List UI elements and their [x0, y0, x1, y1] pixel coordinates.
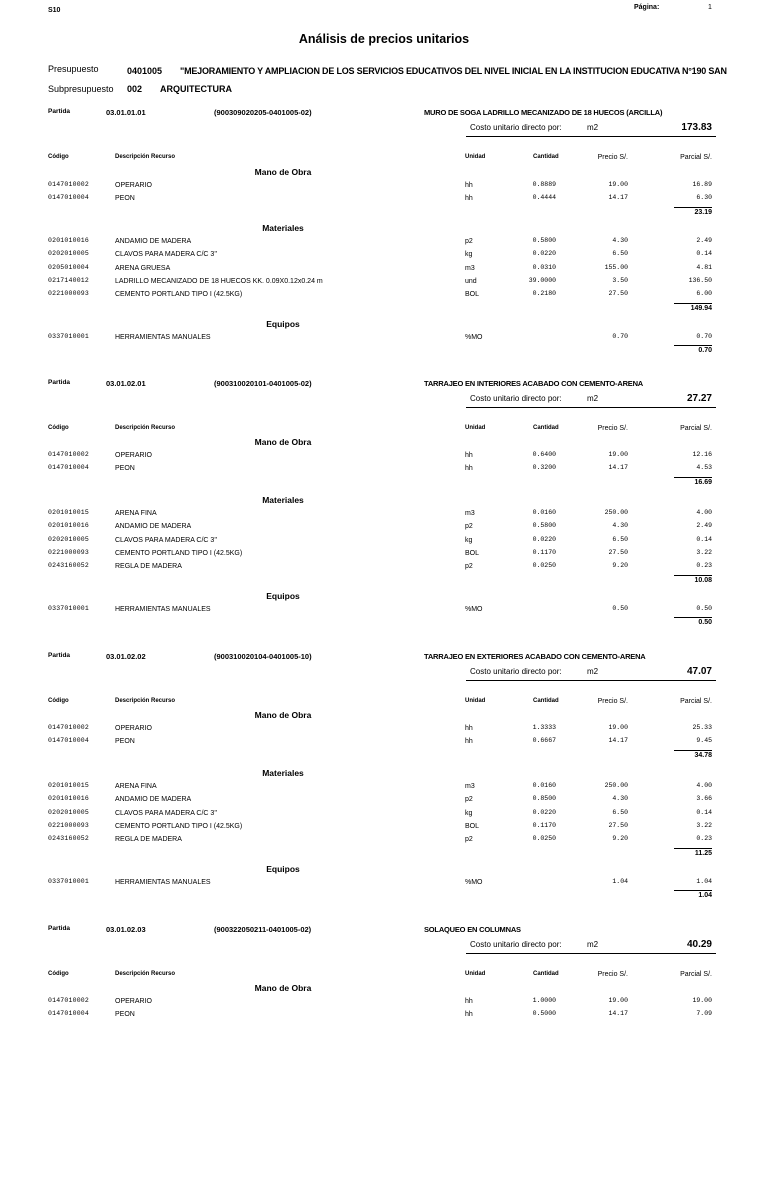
- resource-price: 0.50: [612, 605, 628, 612]
- costo-label: Costo unitario directo por:: [470, 123, 562, 132]
- resource-quantity: 0.0220: [532, 535, 556, 543]
- resource-quantity: 0.5800: [532, 237, 556, 244]
- resource-unit: hh: [465, 998, 473, 1005]
- resource-code: 0147010002: [48, 724, 90, 731]
- resource-unit: %MO: [465, 879, 483, 886]
- resource-quantity: 0.0250: [532, 562, 556, 570]
- resource-quantity: 0.1170: [532, 548, 556, 556]
- col-header-precio: Precio S/.: [597, 154, 628, 161]
- resource-unit: hh: [465, 465, 473, 473]
- col-header-parcial: Parcial S/.: [680, 971, 712, 978]
- resource-description: HERRAMIENTAS MANUALES: [115, 334, 211, 341]
- partida-ref: (900322050211-0401005-02): [214, 925, 312, 934]
- resource-partial: 6.30: [696, 194, 712, 202]
- resource-quantity: 0.0310: [532, 263, 556, 271]
- resource-unit: hh: [465, 725, 473, 732]
- resource-code: 0221000093: [48, 821, 90, 829]
- resource-partial: 2.49: [696, 237, 712, 244]
- costo-label: Costo unitario directo por:: [470, 394, 562, 403]
- col-header-unidad: Unidad: [465, 425, 486, 431]
- resource-partial: 0.14: [696, 250, 712, 258]
- resource-partial: 9.45: [696, 737, 712, 745]
- resource-unit: kg: [465, 251, 473, 259]
- resource-description: PEON: [115, 465, 135, 473]
- col-header-descripcion: Descripción Recurso: [115, 971, 176, 977]
- partida-section: [0, 926, 768, 1186]
- resource-partial: 3.22: [696, 548, 712, 556]
- resource-price: 250.00: [604, 782, 628, 789]
- resource-description: CLAVOS PARA MADERA C/C 3'': [115, 809, 217, 817]
- col-header-cantidad: Cantidad: [533, 154, 559, 160]
- costo-unit: m2: [587, 940, 599, 949]
- resource-price: 4.30: [612, 795, 628, 803]
- partida-ref: (900310020104-0401005-10): [214, 652, 312, 661]
- page-label: Página:: [634, 4, 660, 11]
- subtotal-rule: [674, 345, 712, 346]
- costo-label: Costo unitario directo por:: [470, 940, 562, 949]
- resource-partial: 136.50: [688, 276, 712, 284]
- resource-code: 0202010005: [48, 808, 90, 816]
- resource-partial: 0.23: [696, 835, 712, 843]
- resource-code: 0217140012: [48, 276, 90, 284]
- resource-quantity: 1.0000: [532, 997, 556, 1004]
- resource-unit: %MO: [465, 606, 483, 613]
- subpresupuesto-name: ARQUITECTURA: [160, 84, 232, 94]
- resource-unit: hh: [465, 738, 473, 746]
- resource-unit: hh: [465, 452, 473, 459]
- resource-description: ANDAMIO DE MADERA: [115, 796, 192, 804]
- resource-description: CEMENTO PORTLAND TIPO I (42.5KG): [115, 822, 243, 830]
- group-subtotal: 16.69: [694, 478, 712, 486]
- costo-underline: [466, 136, 716, 137]
- resource-description: REGLA DE MADERA: [115, 563, 182, 571]
- group-title: Mano de Obra: [254, 710, 312, 720]
- resource-partial: 4.00: [696, 782, 712, 789]
- partida-label: Partida: [48, 379, 71, 386]
- resource-code: 0147010002: [48, 997, 90, 1004]
- resource-partial: 3.66: [696, 795, 712, 803]
- resource-partial: 0.70: [696, 333, 712, 340]
- resource-unit: hh: [465, 195, 473, 203]
- group-subtotal: 23.19: [694, 208, 712, 216]
- resource-quantity: 0.5800: [532, 522, 556, 530]
- resource-price: 19.00: [608, 181, 628, 188]
- resource-code: 0147010004: [48, 1010, 90, 1018]
- col-header-cantidad: Cantidad: [533, 425, 559, 431]
- col-header-unidad: Unidad: [465, 154, 486, 160]
- col-header-codigo: Código: [48, 698, 69, 704]
- resource-quantity: 0.0220: [532, 808, 556, 816]
- subtotal-rule: [674, 750, 712, 751]
- resource-unit: kg: [465, 536, 473, 544]
- partida-code: 03.01.02.01: [106, 379, 146, 388]
- resource-quantity: 0.4444: [532, 194, 556, 202]
- resource-partial: 16.89: [692, 181, 712, 188]
- resource-price: 6.50: [612, 535, 628, 543]
- costo-unit: m2: [587, 667, 599, 676]
- costo-underline: [466, 407, 716, 408]
- partida-description: MURO DE SOGA LADRILLO MECANIZADO DE 18 HUECOS (ARCILLA): [424, 108, 663, 117]
- resource-code: 0221000093: [48, 290, 90, 298]
- group-title: Mano de Obra: [254, 167, 312, 177]
- resource-unit: BOL: [465, 291, 480, 299]
- partida-label: Partida: [48, 652, 71, 659]
- costo-unit: m2: [587, 123, 599, 132]
- presupuesto-label: Presupuesto: [48, 64, 99, 74]
- resource-code: 0147010002: [48, 451, 90, 458]
- costo-value: 40.29: [686, 939, 712, 950]
- col-header-cantidad: Cantidad: [533, 971, 559, 977]
- resource-code: 0337010001: [48, 333, 90, 340]
- resource-price: 9.20: [612, 562, 628, 570]
- resource-price: 14.17: [608, 1010, 628, 1018]
- resource-unit: p2: [465, 238, 473, 245]
- resource-quantity: 0.3200: [532, 464, 556, 472]
- subtotal-rule: [674, 207, 712, 208]
- resource-price: 27.50: [608, 548, 628, 556]
- partida-label: Partida: [48, 108, 71, 115]
- resource-description: CEMENTO PORTLAND TIPO I (42.5KG): [115, 291, 243, 299]
- resource-code: 0147010004: [48, 194, 90, 202]
- partida-description: TARRAJEO EN EXTERIORES ACABADO CON CEMENTO-ARENA: [424, 652, 646, 661]
- resource-description: HERRAMIENTAS MANUALES: [115, 879, 211, 886]
- resource-quantity: 0.2180: [532, 290, 556, 298]
- partida-label: Partida: [48, 925, 71, 932]
- resource-unit: p2: [465, 836, 473, 844]
- resource-code: 0337010001: [48, 878, 90, 885]
- col-header-descripcion: Descripción Recurso: [115, 425, 176, 431]
- resource-price: 14.17: [608, 737, 628, 745]
- partida-code: 03.01.02.03: [106, 925, 146, 934]
- partida-section: [0, 653, 768, 913]
- partida-section: [0, 109, 768, 369]
- resource-code: 0201010015: [48, 509, 90, 516]
- presupuesto-code: 0401005: [127, 66, 163, 76]
- group-title: Materiales: [262, 768, 304, 778]
- col-header-descripcion: Descripción Recurso: [115, 154, 176, 160]
- resource-unit: m3: [465, 510, 475, 517]
- resource-description: ANDAMIO DE MADERA: [115, 238, 192, 245]
- resource-unit: p2: [465, 796, 473, 804]
- partida-ref: (900309020205-0401005-02): [214, 108, 312, 117]
- partida-code: 03.01.02.02: [106, 652, 146, 661]
- resource-partial: 1.04: [696, 878, 712, 885]
- resource-description: ARENA FINA: [115, 510, 157, 517]
- page-number: 1: [708, 4, 712, 11]
- group-subtotal: 10.08: [694, 576, 712, 584]
- resource-price: 19.00: [608, 997, 628, 1004]
- subpresupuesto-label: Subpresupuesto: [48, 84, 114, 94]
- resource-partial: 0.14: [696, 535, 712, 543]
- col-header-unidad: Unidad: [465, 698, 486, 704]
- resource-quantity: 1.3333: [532, 724, 556, 731]
- costo-underline: [466, 953, 716, 954]
- resource-quantity: 0.1170: [532, 821, 556, 829]
- col-header-parcial: Parcial S/.: [680, 425, 712, 432]
- col-header-codigo: Código: [48, 425, 69, 431]
- resource-price: 19.00: [608, 451, 628, 458]
- partida-section: [0, 380, 768, 640]
- subtotal-rule: [674, 848, 712, 849]
- resource-description: ARENA GRUESA: [115, 264, 171, 272]
- resource-quantity: 0.0160: [532, 509, 556, 516]
- report-code: S10: [48, 7, 61, 14]
- col-header-codigo: Código: [48, 971, 69, 977]
- group-title: Equipos: [266, 319, 300, 329]
- resource-code: 0337010001: [48, 605, 90, 612]
- resource-unit: p2: [465, 563, 473, 571]
- resource-description: HERRAMIENTAS MANUALES: [115, 606, 211, 613]
- costo-value: 47.07: [686, 666, 712, 677]
- subtotal-rule: [674, 575, 712, 576]
- resource-description: CLAVOS PARA MADERA C/C 3'': [115, 536, 217, 544]
- resource-description: PEON: [115, 1011, 135, 1019]
- resource-quantity: 0.6667: [532, 737, 556, 745]
- col-header-precio: Precio S/.: [597, 698, 628, 705]
- col-header-unidad: Unidad: [465, 971, 486, 977]
- resource-partial: 25.33: [692, 724, 712, 731]
- resource-quantity: 0.0160: [532, 782, 556, 789]
- subtotal-rule: [674, 617, 712, 618]
- costo-label: Costo unitario directo por:: [470, 667, 562, 676]
- resource-price: 14.17: [608, 194, 628, 202]
- resource-price: 6.50: [612, 250, 628, 258]
- resource-unit: BOL: [465, 549, 480, 557]
- resource-price: 4.30: [612, 237, 628, 244]
- resource-unit: und: [465, 277, 477, 285]
- partida-description: TARRAJEO EN INTERIORES ACABADO CON CEMENTO-ARENA: [424, 379, 644, 388]
- resource-code: 0201010015: [48, 782, 90, 789]
- group-title: Mano de Obra: [254, 983, 312, 993]
- resource-description: OPERARIO: [115, 998, 152, 1005]
- resource-description: ARENA FINA: [115, 783, 157, 790]
- resource-price: 4.30: [612, 522, 628, 530]
- resource-code: 0147010004: [48, 737, 90, 745]
- resource-price: 27.50: [608, 290, 628, 298]
- resource-partial: 4.53: [696, 464, 712, 472]
- col-header-parcial: Parcial S/.: [680, 698, 712, 705]
- resource-description: PEON: [115, 195, 135, 203]
- resource-price: 14.17: [608, 464, 628, 472]
- group-title: Equipos: [266, 864, 300, 874]
- resource-code: 0243160052: [48, 835, 90, 843]
- resource-code: 0147010002: [48, 181, 90, 188]
- resource-price: 250.00: [604, 509, 628, 516]
- group-subtotal: 0.70: [698, 347, 712, 355]
- costo-unit: m2: [587, 394, 599, 403]
- group-subtotal: 11.25: [694, 849, 712, 857]
- resource-code: 0201010016: [48, 522, 90, 530]
- partida-ref: (900310020101-0401005-02): [214, 379, 312, 388]
- group-subtotal: 34.78: [694, 751, 712, 759]
- group-title: Materiales: [262, 495, 304, 505]
- resource-unit: %MO: [465, 334, 483, 341]
- resource-price: 6.50: [612, 808, 628, 816]
- group-subtotal: 1.04: [698, 892, 712, 900]
- group-title: Mano de Obra: [254, 437, 312, 447]
- resource-price: 3.50: [612, 276, 628, 284]
- resource-price: 155.00: [604, 263, 628, 271]
- resource-description: LADRILLO MECANIZADO DE 18 HUECOS KK. 0.09X0.12x0.24 m: [115, 277, 323, 285]
- resource-code: 0202010005: [48, 250, 90, 258]
- resource-partial: 0.23: [696, 562, 712, 570]
- resource-description: ANDAMIO DE MADERA: [115, 523, 192, 531]
- resource-unit: m3: [465, 783, 475, 790]
- col-header-parcial: Parcial S/.: [680, 154, 712, 161]
- resource-price: 9.20: [612, 835, 628, 843]
- costo-value: 173.83: [681, 122, 712, 133]
- resource-code: 0201010016: [48, 237, 90, 244]
- col-header-codigo: Código: [48, 154, 69, 160]
- resource-quantity: 39.0000: [528, 276, 556, 284]
- resource-price: 27.50: [608, 821, 628, 829]
- partida-code: 03.01.01.01: [106, 108, 146, 117]
- subtotal-rule: [674, 477, 712, 478]
- resource-unit: hh: [465, 182, 473, 189]
- col-header-precio: Precio S/.: [597, 425, 628, 432]
- group-subtotal: 0.50: [698, 619, 712, 627]
- resource-code: 0147010004: [48, 464, 90, 472]
- resource-description: CLAVOS PARA MADERA C/C 3'': [115, 251, 217, 259]
- resource-quantity: 0.5000: [532, 1010, 556, 1018]
- resource-partial: 2.49: [696, 522, 712, 530]
- resource-partial: 19.00: [692, 997, 712, 1004]
- group-subtotal: 149.94: [690, 304, 712, 312]
- resource-partial: 4.00: [696, 509, 712, 516]
- resource-code: 0243160052: [48, 562, 90, 570]
- col-header-precio: Precio S/.: [597, 971, 628, 978]
- resource-description: CEMENTO PORTLAND TIPO I (42.5KG): [115, 549, 243, 557]
- resource-unit: BOL: [465, 822, 480, 830]
- resource-description: OPERARIO: [115, 182, 152, 189]
- col-header-cantidad: Cantidad: [533, 698, 559, 704]
- subtotal-rule: [674, 303, 712, 304]
- resource-quantity: 0.0250: [532, 835, 556, 843]
- resource-code: 0201010016: [48, 795, 90, 803]
- subtotal-rule: [674, 890, 712, 891]
- col-header-descripcion: Descripción Recurso: [115, 698, 176, 704]
- resource-price: 0.70: [612, 333, 628, 340]
- resource-quantity: 0.8889: [532, 181, 556, 188]
- resource-code: 0221000093: [48, 548, 90, 556]
- resource-partial: 3.22: [696, 821, 712, 829]
- resource-unit: m3: [465, 264, 475, 272]
- resource-unit: p2: [465, 523, 473, 531]
- subpresupuesto-code: 002: [127, 84, 143, 94]
- resource-code: 0205010004: [48, 263, 90, 271]
- costo-underline: [466, 680, 716, 681]
- presupuesto-name: "MEJORAMIENTO Y AMPLIACION DE LOS SERVICIOS EDUCATIVOS DEL NIVEL INICIAL EN LA INSTITUCION EDUCATIVA N°190 SAN: [180, 66, 727, 76]
- resource-partial: 0.50: [696, 605, 712, 612]
- resource-partial: 4.81: [696, 263, 712, 271]
- resource-description: OPERARIO: [115, 725, 152, 732]
- resource-quantity: 0.8500: [532, 795, 556, 803]
- costo-value: 27.27: [686, 393, 712, 404]
- resource-partial: 7.09: [696, 1010, 712, 1018]
- resource-unit: kg: [465, 809, 473, 817]
- resource-description: REGLA DE MADERA: [115, 836, 182, 844]
- resource-partial: 12.16: [692, 451, 712, 458]
- resource-price: 19.00: [608, 724, 628, 731]
- resource-quantity: 0.6400: [532, 451, 556, 458]
- resource-price: 1.04: [612, 878, 628, 885]
- group-title: Materiales: [262, 223, 304, 233]
- page-title: Análisis de precios unitarios: [298, 32, 470, 46]
- resource-unit: hh: [465, 1011, 473, 1019]
- partida-description: SOLAQUEO EN COLUMNAS: [424, 925, 521, 934]
- resource-description: OPERARIO: [115, 452, 152, 459]
- resource-partial: 6.00: [696, 290, 712, 298]
- resource-quantity: 0.0220: [532, 250, 556, 258]
- resource-description: PEON: [115, 738, 135, 746]
- resource-code: 0202010005: [48, 535, 90, 543]
- resource-partial: 0.14: [696, 808, 712, 816]
- group-title: Equipos: [266, 591, 300, 601]
